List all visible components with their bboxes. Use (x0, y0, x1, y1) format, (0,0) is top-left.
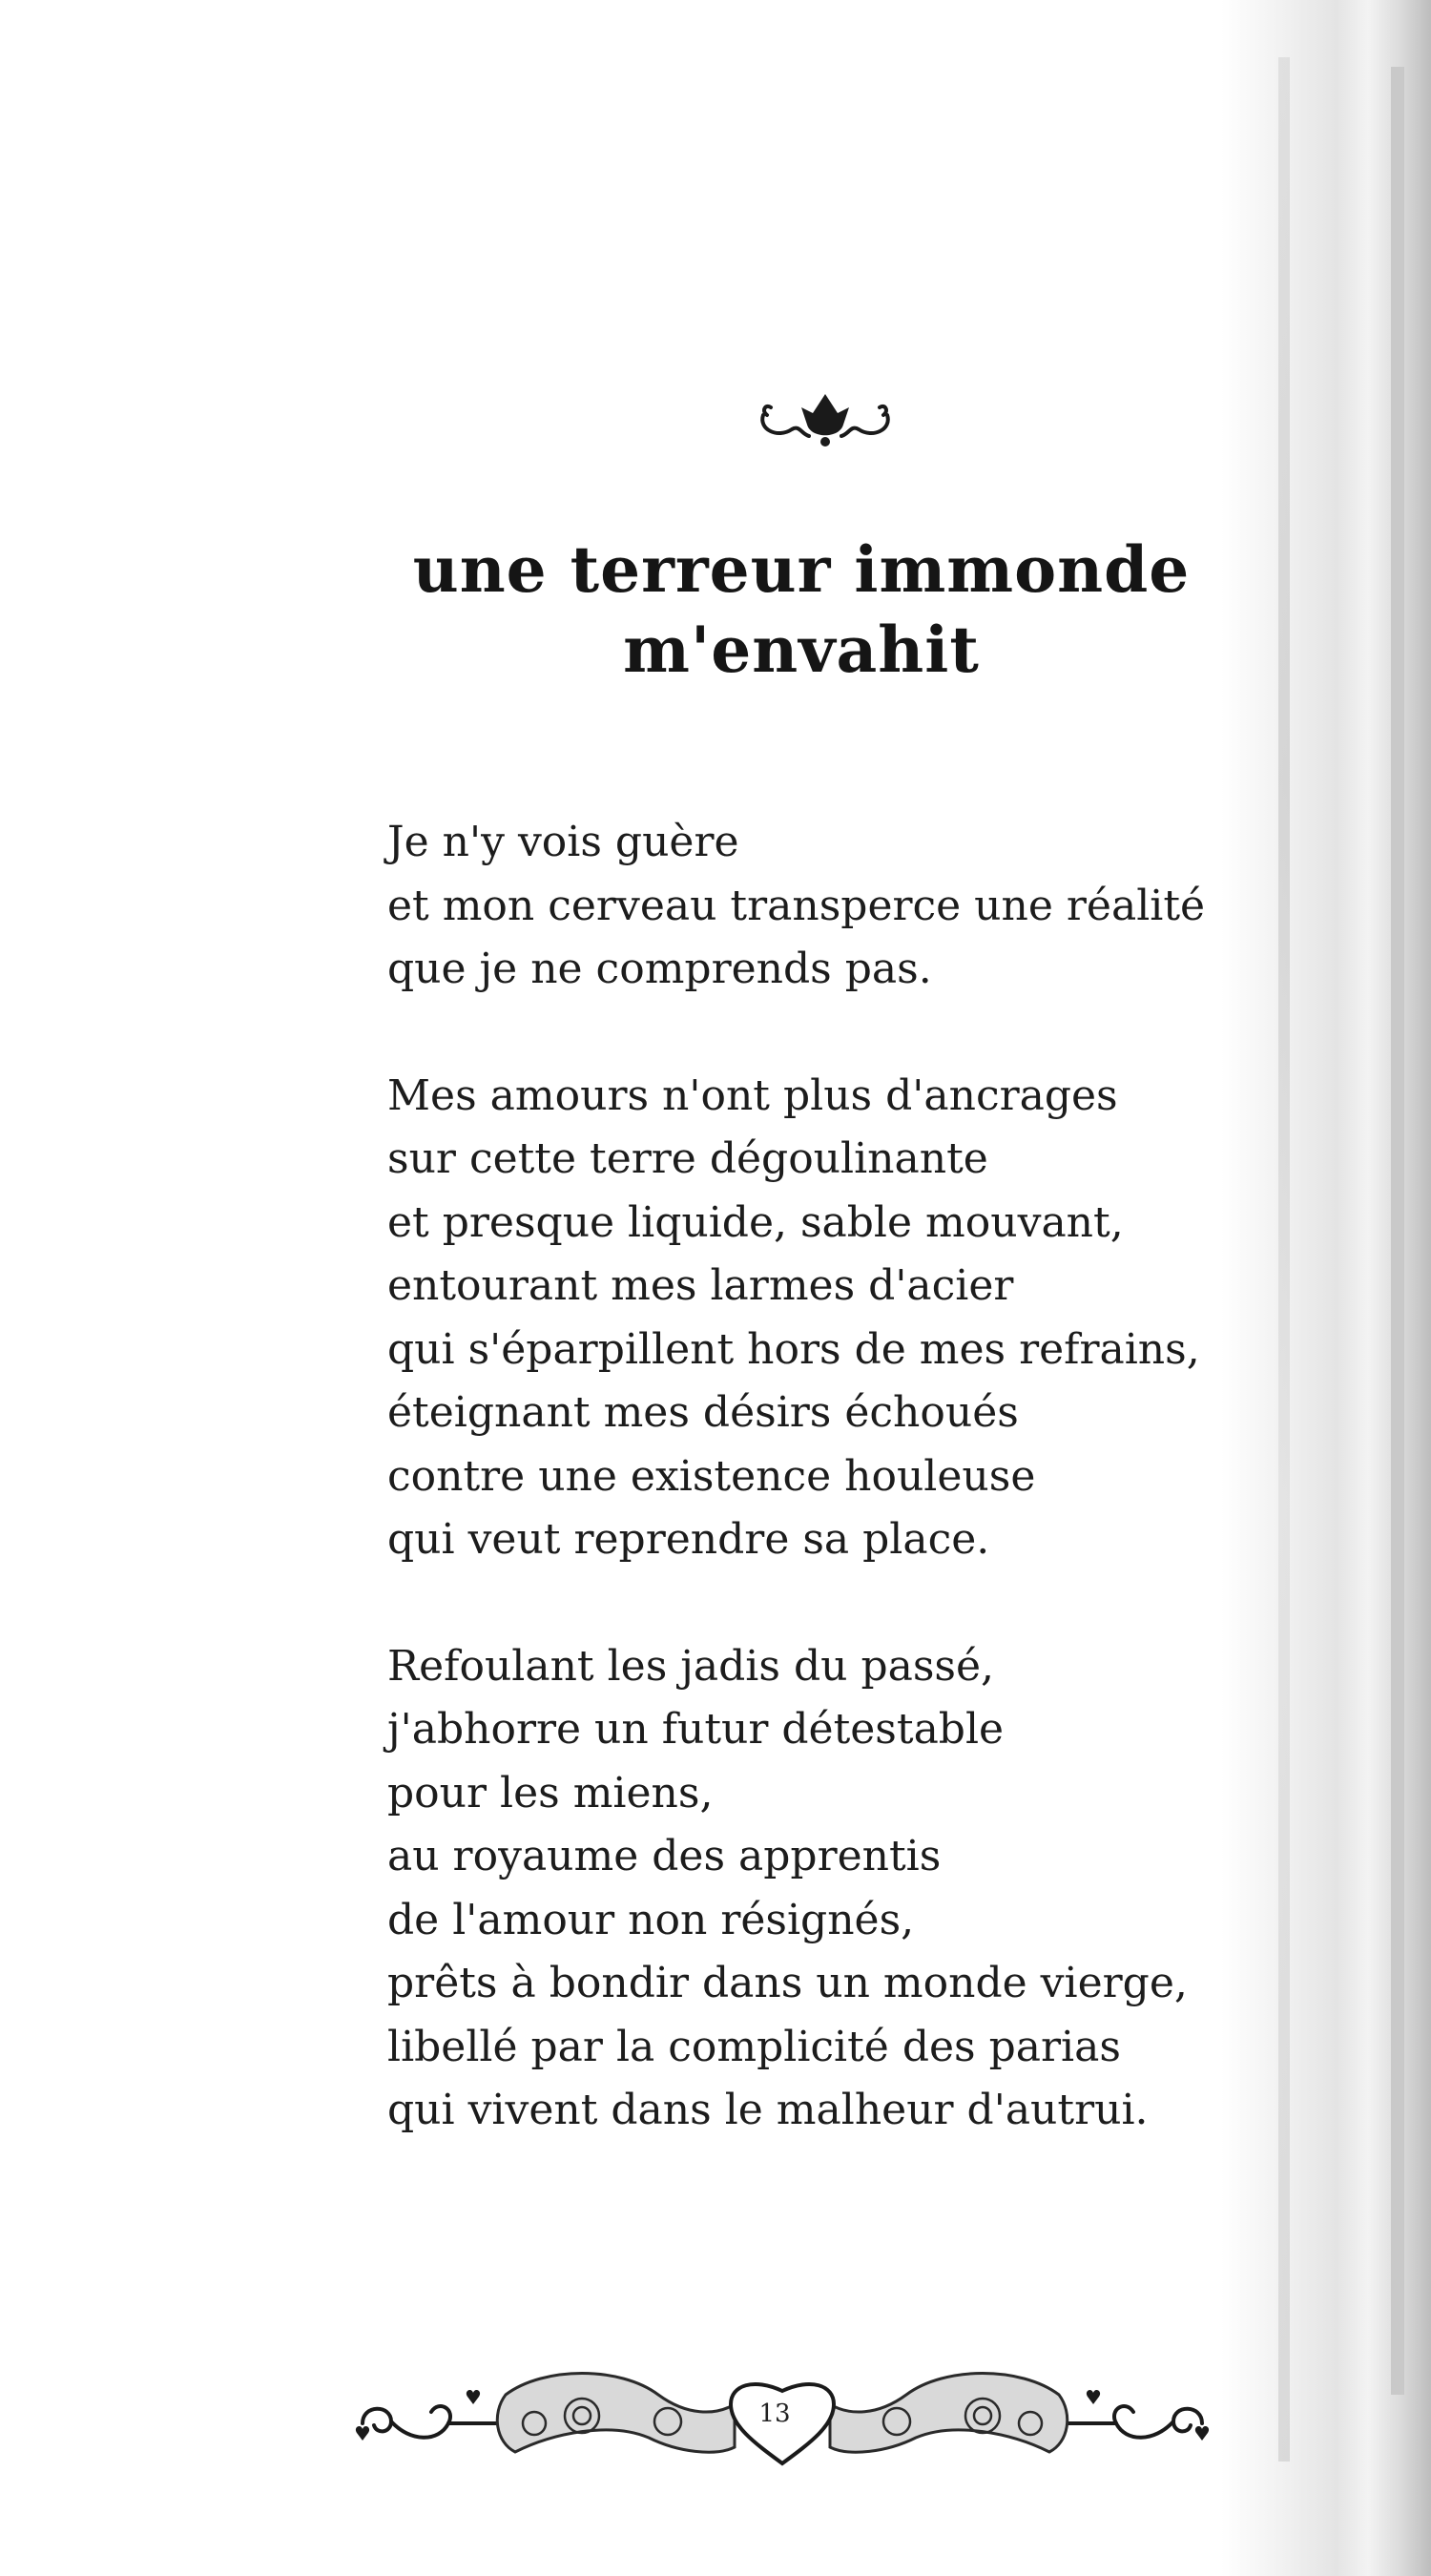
verse-line: qui veut reprendre sa place. (387, 1515, 990, 1564)
stanza-3 (387, 1635, 1303, 2143)
verse-line: entourant mes larmes d'acier (387, 1261, 1014, 1310)
stanza-1 (387, 811, 1303, 1002)
stanza-2 (387, 1065, 1303, 1572)
verse-line: de l'amour non résignés, (387, 1895, 915, 1944)
poem-body (387, 811, 1303, 2206)
verse-line: qui vivent dans le malheur d'autrui. (387, 2086, 1149, 2134)
poem-title (363, 530, 1240, 690)
floral-flourish-icon (754, 386, 897, 453)
verse-line: et presque liquide, sable mouvant, (387, 1197, 1124, 1247)
verse-line: j'abhorre un futur détestable (387, 1705, 1005, 1754)
verse-line: libellé par la complicité des parias (387, 2022, 1121, 2071)
verse-line: prêts à bondir dans un monde vierge, (387, 1959, 1188, 2007)
verse-line: au royaume des apprentis (387, 1832, 942, 1880)
verse-line: contre une existence houleuse (387, 1451, 1036, 1501)
verse-line: Je n'y vois guère (387, 818, 739, 866)
poem-title-line-1: une terreur immonde (412, 532, 1191, 607)
verse-line: qui s'éparpillent hors de mes refrains, (387, 1324, 1200, 1374)
verse-line: Mes amours n'ont plus d'ancrages (387, 1070, 1118, 1120)
verse-line: sur cette terre dégoulinante (387, 1134, 988, 1183)
verse-line: et mon cerveau transperce une réalité (387, 881, 1206, 930)
verse-line: que je ne comprends pas. (387, 945, 932, 993)
verse-line: pour les miens, (387, 1768, 714, 1818)
verse-line: Refoulant les jadis du passé, (387, 1641, 995, 1691)
page-number: 13 (758, 2399, 791, 2428)
verse-line: éteignant mes désirs échoués (387, 1388, 1019, 1437)
poem-title-line-2: m'envahit (623, 613, 980, 687)
